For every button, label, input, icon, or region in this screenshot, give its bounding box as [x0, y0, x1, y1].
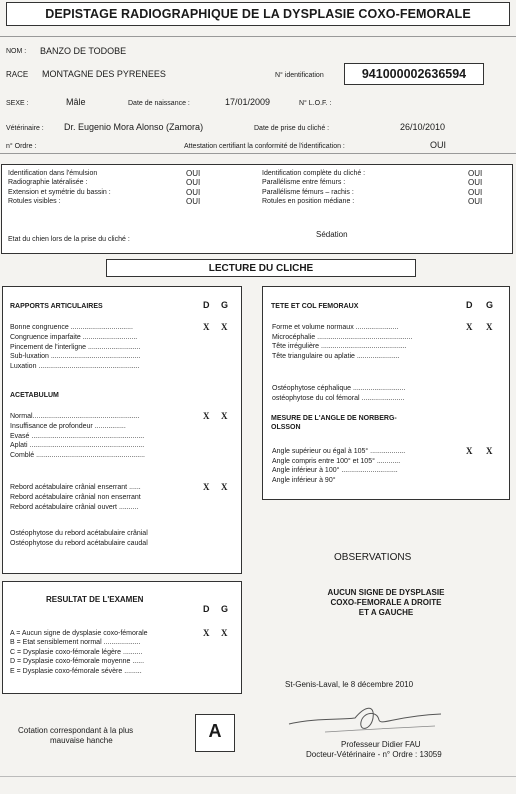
attest-value: OUI — [430, 140, 447, 150]
norberg-title-1: MESURE DE L'ANGLE DE NORBERG- — [271, 415, 397, 422]
sexe-value: Mâle — [66, 97, 86, 107]
page-title: DEPISTAGE RADIOGRAPHIQUE DE LA DYSPLASIE COXO-FEMORALE — [45, 7, 471, 21]
list-item-label: Microcéphalie ................................................. — [272, 333, 413, 341]
ordre-label: n° Ordre : — [6, 143, 37, 150]
check-value: OUI — [186, 169, 201, 178]
list-item-label: Ostéophytose du rebord acétabulaire crânial — [10, 530, 148, 537]
list-item-label: D = Dysplasie coxo-fémorale moyenne ...... — [10, 658, 145, 666]
list-item-label: Evasé .......................................................... — [10, 432, 145, 440]
grade-value: A — [208, 721, 222, 741]
norberg-title-2: OLSSON — [271, 424, 301, 431]
list-item-label: Ostéophytose céphalique ........................... — [272, 385, 406, 392]
vet-label: Vétérinaire : — [6, 125, 44, 132]
identity-top-rule — [0, 36, 516, 37]
list-item-label: Tête irrégulière ............................................ — [272, 343, 407, 351]
list-item-label: Angle inférieur à 90° — [272, 476, 336, 484]
list-item-label: Congruence imparfaite ............................ — [10, 333, 138, 341]
mark-g: X — [221, 628, 228, 638]
mark-g: X — [221, 322, 228, 332]
check-label: Radiographie latéralisée : — [8, 179, 88, 187]
list-item-label: Insuffisance de profondeur ................ — [10, 422, 126, 430]
dob-label: Date de naissance : — [128, 100, 190, 107]
list-item-label: Rebord acétabulaire crânial enserrant ...... — [10, 484, 141, 491]
dob-value: 17/01/2009 — [225, 97, 271, 107]
rapports-col-d: D — [203, 300, 210, 310]
signature — [285, 696, 445, 740]
check-label: Rotules visibles : — [8, 198, 61, 206]
signer-title: Docteur-Vétérinaire - n° Ordre : 13059 — [306, 750, 442, 759]
place-date: St-Genis-Laval, le 8 décembre 2010 — [285, 680, 414, 689]
list-item-label: Luxation .................................................... — [10, 363, 140, 371]
check-label: Extension et symétrie du bassin : — [8, 188, 111, 196]
cliche-date-label: Date de prise du cliché : — [254, 125, 330, 132]
list-item-label: Ostéophytose du rebord acétabulaire caudal — [10, 540, 148, 547]
check-label: Rotules en position médiane : — [262, 198, 355, 206]
list-item-label: Rebord acétabulaire crânial ouvert .......... — [10, 503, 139, 511]
list-item-label: B = Etat sensiblement normal ................... — [10, 639, 141, 647]
list-item-label: A = Aucun signe de dysplasie coxo-fémorale — [10, 630, 148, 637]
signer-name: Professeur Didier FAU — [341, 740, 421, 749]
check-value: OUI — [186, 187, 201, 197]
mark-g: X — [486, 322, 493, 332]
list-item-label: E = Dysplasie coxo-fémorale sévère ......... — [10, 667, 142, 675]
sexe-label: SEXE : — [6, 100, 29, 107]
resultat-col-d: D — [203, 604, 210, 614]
etat-value: Sédation — [316, 230, 348, 239]
check-value: OUI — [186, 197, 201, 207]
etat-label: Etat du chien lors de la prise du cliché : — [8, 236, 130, 243]
check-value: OUI — [468, 169, 483, 178]
resultat-col-g: G — [221, 604, 229, 614]
mark-d: X — [466, 322, 473, 332]
list-item-label: Forme et volume normaux ...................... — [272, 324, 399, 331]
rapports-col-g: G — [221, 300, 229, 310]
list-item-label: C = Dysplasie coxo-fémorale légère .......... — [10, 648, 143, 656]
list-item-label: Sub-luxation .............................................. — [10, 353, 141, 361]
list-item-label: Pincement de l'interligne ........................... — [10, 343, 141, 351]
cotation-line-1: Cotation correspondant à la plus — [18, 726, 134, 735]
ident-label: N° identification — [275, 72, 324, 79]
lecture-title: LECTURE DU CLICHE — [208, 263, 314, 274]
list-item-label: Angle compris entre 100° et 105° ............ — [272, 457, 401, 465]
list-item-label: Normal....................................................... — [10, 413, 140, 420]
list-item-label: Rebord acétabulaire crânial non enserrant — [10, 493, 141, 501]
nom-value: BANZO DE TODOBE — [40, 46, 127, 56]
race-label: RACE — [6, 70, 29, 79]
mark-d: X — [203, 482, 210, 492]
mark-d: X — [203, 411, 210, 421]
tete-col-g: G — [486, 300, 494, 310]
check-value: OUI — [468, 197, 483, 207]
lof-label: N° L.O.F. : — [299, 100, 332, 107]
mark-g: X — [486, 446, 493, 456]
observations-line-3: ET A GAUCHE — [358, 608, 414, 617]
cotation-line-2: mauvaise hanche — [50, 736, 113, 745]
check-label: Identification dans l'émulsion — [8, 170, 98, 177]
attest-label: Attestation certifiant la conformité de l'identification : — [184, 143, 345, 150]
list-item-label: Comblé ........................................................ — [10, 452, 145, 460]
list-item-label: Bonne congruence ................................ — [10, 324, 133, 331]
list-item-label: Aplati ........................................................... — [10, 442, 145, 450]
mark-d: X — [466, 446, 473, 456]
mark-g: X — [221, 411, 228, 421]
list-item-label: Tête triangulaire ou aplatie ...................... — [272, 352, 400, 360]
tete-col-d: D — [466, 300, 473, 310]
race-value: MONTAGNE DES PYRENEES — [42, 69, 166, 79]
rapports-title: RAPPORTS ARTICULAIRES — [10, 303, 103, 310]
check-label: Parallélisme entre fémurs : — [262, 179, 346, 187]
vet-value: Dr. Eugenio Mora Alonso (Zamora) — [64, 122, 204, 132]
cliche-date-value: 26/10/2010 — [400, 122, 446, 132]
check-label: Identification complète du cliché : — [262, 170, 366, 177]
check-value: OUI — [468, 178, 483, 188]
mark-g: X — [221, 482, 228, 492]
observations-line-1: AUCUN SIGNE DE DYSPLASIE — [327, 588, 445, 597]
check-value: OUI — [468, 187, 483, 197]
mark-d: X — [203, 628, 210, 638]
identity-bottom-rule — [0, 153, 516, 154]
list-item-label: Angle inférieur à 100° ............................. — [272, 467, 398, 475]
resultat-title: RESULTAT DE L'EXAMEN — [46, 595, 144, 604]
list-item-label: Angle supérieur ou égal à 105° .................. — [272, 448, 406, 455]
mark-d: X — [203, 322, 210, 332]
nom-label: NOM : — [6, 48, 27, 55]
observations-line-2: COXO-FEMORALE A DROITE — [330, 598, 442, 607]
list-item-label: ostéophytose du col fémoral ...................... — [272, 394, 405, 402]
check-value: OUI — [186, 178, 201, 188]
observations-title: OBSERVATIONS — [334, 552, 412, 563]
check-label: Parallélisme fémurs – rachis : — [262, 188, 354, 196]
footer-rule — [0, 776, 516, 777]
ident-value: 941000002636594 — [361, 67, 467, 81]
acetabulum-title: ACETABULUM — [10, 392, 59, 399]
tete-title: TETE ET COL FEMORAUX — [271, 303, 359, 310]
